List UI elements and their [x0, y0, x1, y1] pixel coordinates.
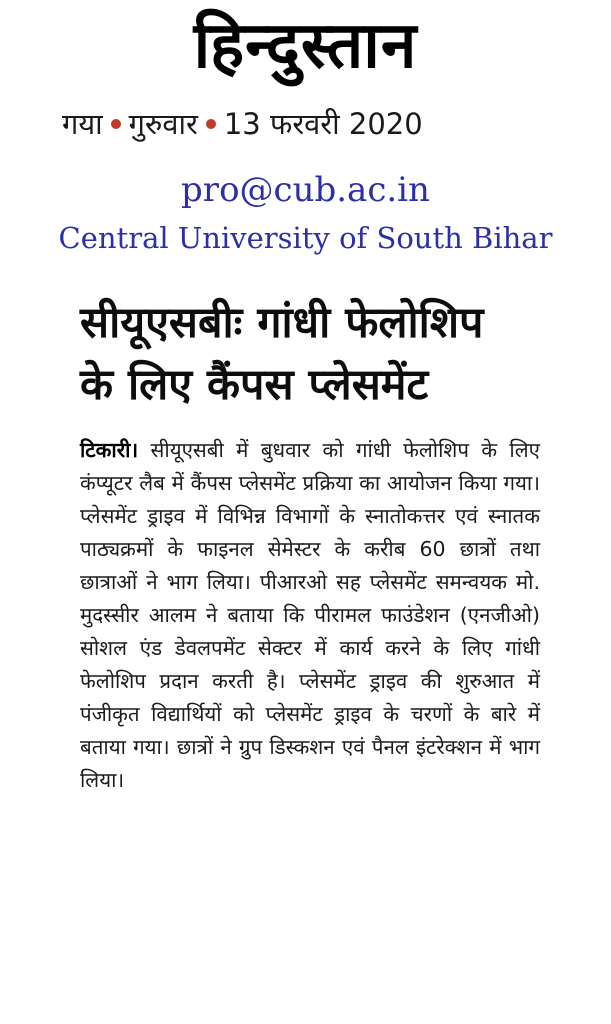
- newspaper-masthead: हिन्दुस्तान: [193, 9, 418, 83]
- university-email: pro@cub.ac.in: [181, 170, 430, 210]
- article-body: [80, 434, 540, 797]
- university-name: Central University of South Bihar: [58, 221, 553, 255]
- dateline-city: गया: [62, 107, 103, 141]
- dateline-day: गुरुवार: [128, 107, 198, 141]
- article-dateline: टिकारी।: [80, 438, 139, 462]
- article-headline: [80, 292, 580, 416]
- headline-line-2: के लिए कैंपस प्लेसमेंट: [80, 360, 429, 410]
- headline-line-1: सीयूएसबीः गांधी फेलोशिप: [80, 298, 484, 348]
- bullet-dot-icon: [111, 119, 121, 129]
- dateline-date: 13 फरवरी 2020: [223, 107, 423, 141]
- dateline: [62, 104, 562, 144]
- article-text: सीयूएसबी में बुधवार को गांधी फेलोशिप के लिए कंप्यूटर लैब में कैंपस प्लेसमेंट प्रक्रिया का आयोजन किया गया। प्लेसमेंट ड्राइव में विभिन्न विभागों के स्नातोकत्तर एवं स्नातक पाठ्यक्रमों के फाइनल सेमेस्टर के करीब 60 छात्रों तथा छात्राओं ने भाग लिया। पीआरओ सह प्लेसमेंट समन्वयक मो. मुदस्सीर आलम ने बताया कि पीरामल फाउंडेशन (एनजीओ) सोशल एंड डेवलपमेंट सेक्टर में कार्य करने के लिए गांधी फेलोशिप प्रदान करती है। प्लेसमेंट ड्राइव की शुरुआत में पंजीकृत विद्यार्थियों को प्लेसमेंट ड्राइव के चरणों के बारे में बताया गया। छात्रों ने ग्रुप डिस्कशन एवं पैनल इंटरेक्शन में भाग लिया।: [80, 438, 541, 792]
- bullet-dot-icon: [206, 119, 216, 129]
